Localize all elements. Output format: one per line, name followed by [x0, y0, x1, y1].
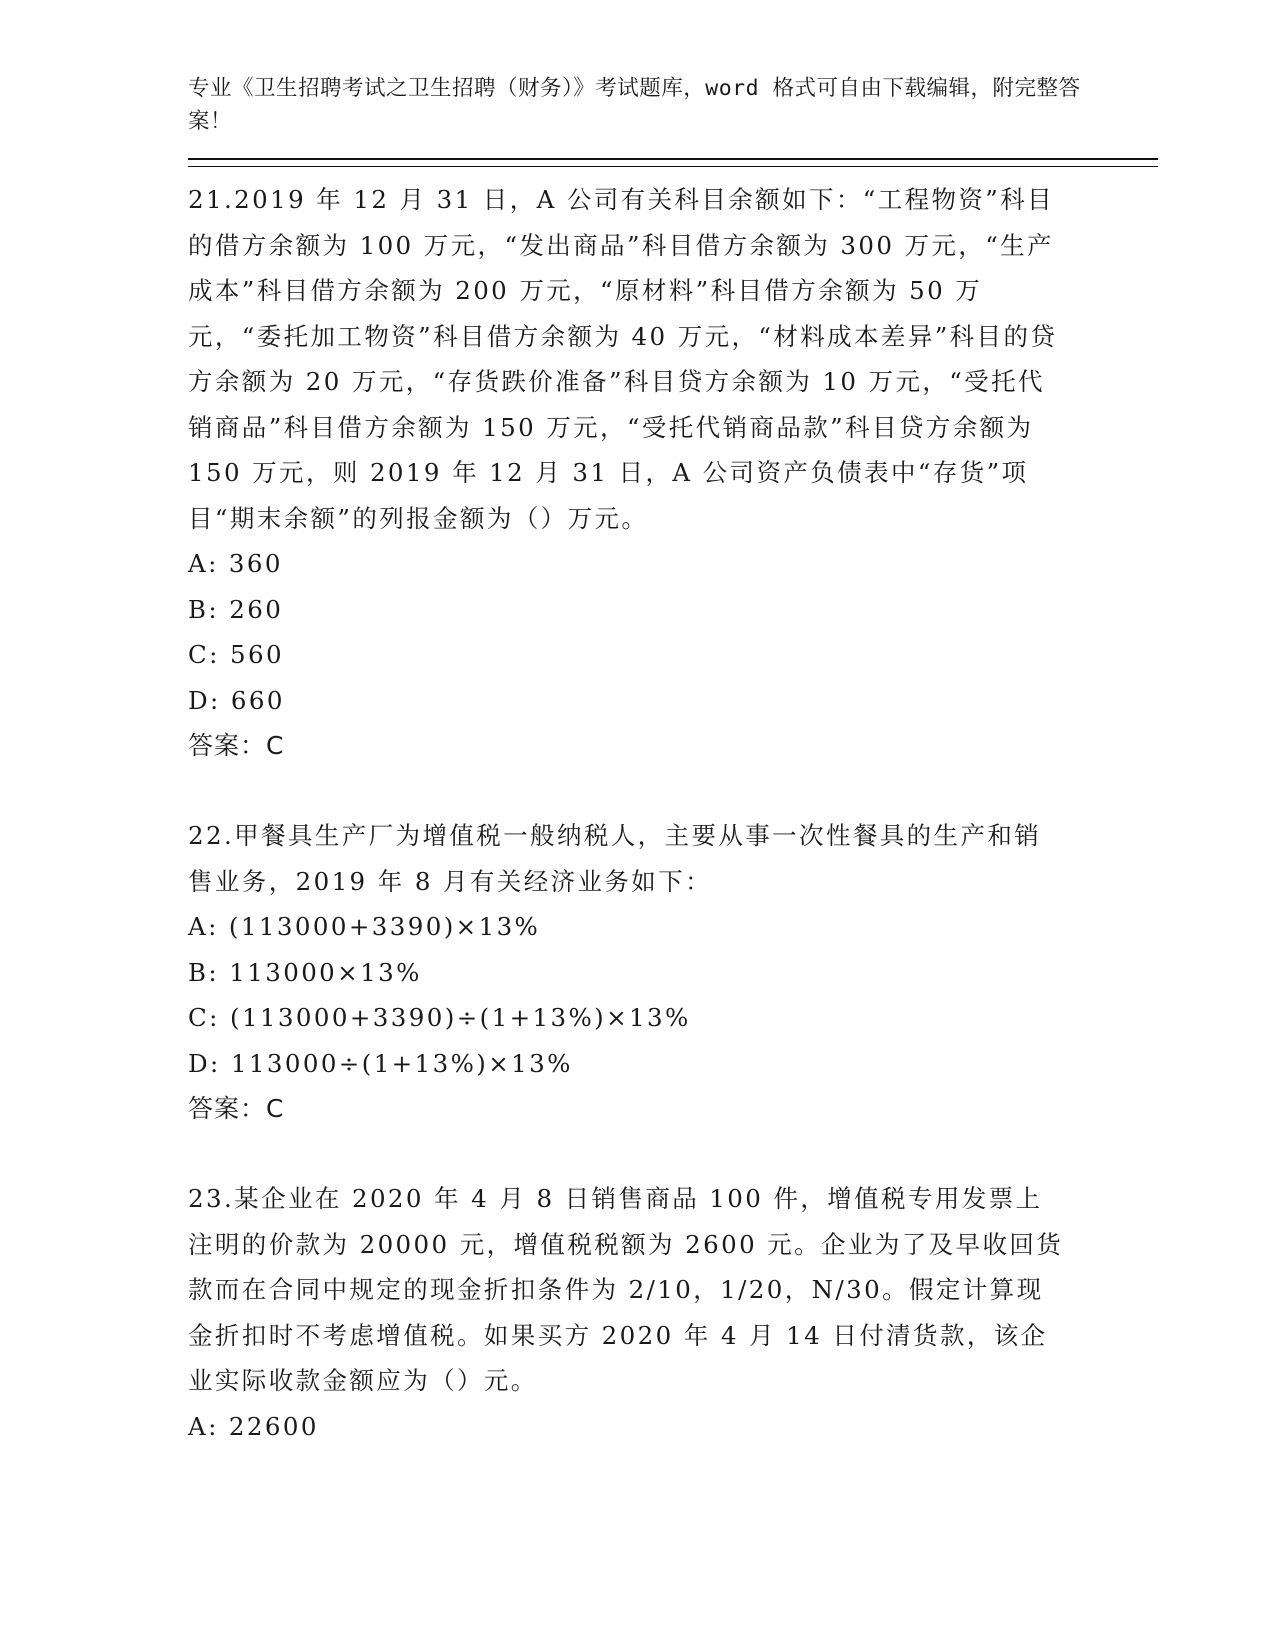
question-stem: 23.某企业在 2020 年 4 月 8 日销售商品 100 件，增值税专用发票上注明的价款为 20000 元，增值税税额为 2600 元。企业为了及早收回货款而在合同中规定的现金折扣条件为 2/10，1/20，N/30。假定计算现金折扣时不考虑增值税。如果买方 2020 年 4 月 14 日付清货款，该企业实际收款金额应为（）元。: [188, 1184, 1064, 1395]
option-c: C: (113000+3390)÷(1+13%)×13%: [188, 1003, 691, 1032]
question-22: [188, 813, 1158, 1131]
header-divider: [188, 158, 1158, 167]
answer-line: 答案：C: [188, 1094, 285, 1123]
option-c: C: 560: [188, 640, 284, 669]
spacer: [188, 1131, 1158, 1176]
answer-line: 答案：C: [188, 731, 285, 760]
option-d: D: 113000÷(1+13%)×13%: [188, 1048, 573, 1078]
option-a: A: 360: [188, 549, 283, 578]
document-page: [188, 72, 1158, 1449]
question-stem: 21.2019 年 12 月 31 日，A 公司有关科目余额如下：“工程物资”科目的借方余额为 100 万元，“发出商品”科目借方余额为 300 万元，“生产成本”科目借方余额为 200 万元，“原材料”科目借方余额为 50 万元，“委托加工物资”科目借方余额为 40 万元，“材料成本差异”科目的贷方余额为 20 万元，“存货跌价准备”科目贷方余额为 10 万元，“受托代销商品”科目借方余额为 150 万元，“受托代销商品款”科目贷方余额为 150 万元，则 2019 年 12 月 31 日，A 公司资产负债表中“存货”项目“期末余额”的列报金额为（）万元。: [188, 185, 1058, 533]
question-21: [188, 177, 1158, 768]
spacer: [188, 768, 1158, 813]
question-stem: 22.甲餐具生产厂为增值税一般纳税人，主要从事一次性餐具的生产和销售业务，2019 年 8 月有关经济业务如下：: [188, 821, 1042, 896]
document-header: 专业《卫生招聘考试之卫生招聘（财务）》考试题库，word 格式可自由下载编辑，附完整答案！: [188, 76, 1081, 134]
question-23: [188, 1176, 1158, 1449]
option-d: D: 660: [188, 685, 285, 715]
option-a: A: 22600: [188, 1411, 319, 1441]
option-b: B: 113000×13%: [188, 957, 422, 987]
option-b: B: 260: [188, 594, 284, 624]
option-a: A: (113000+3390)×13%: [188, 912, 541, 941]
question-list: [188, 177, 1158, 1449]
